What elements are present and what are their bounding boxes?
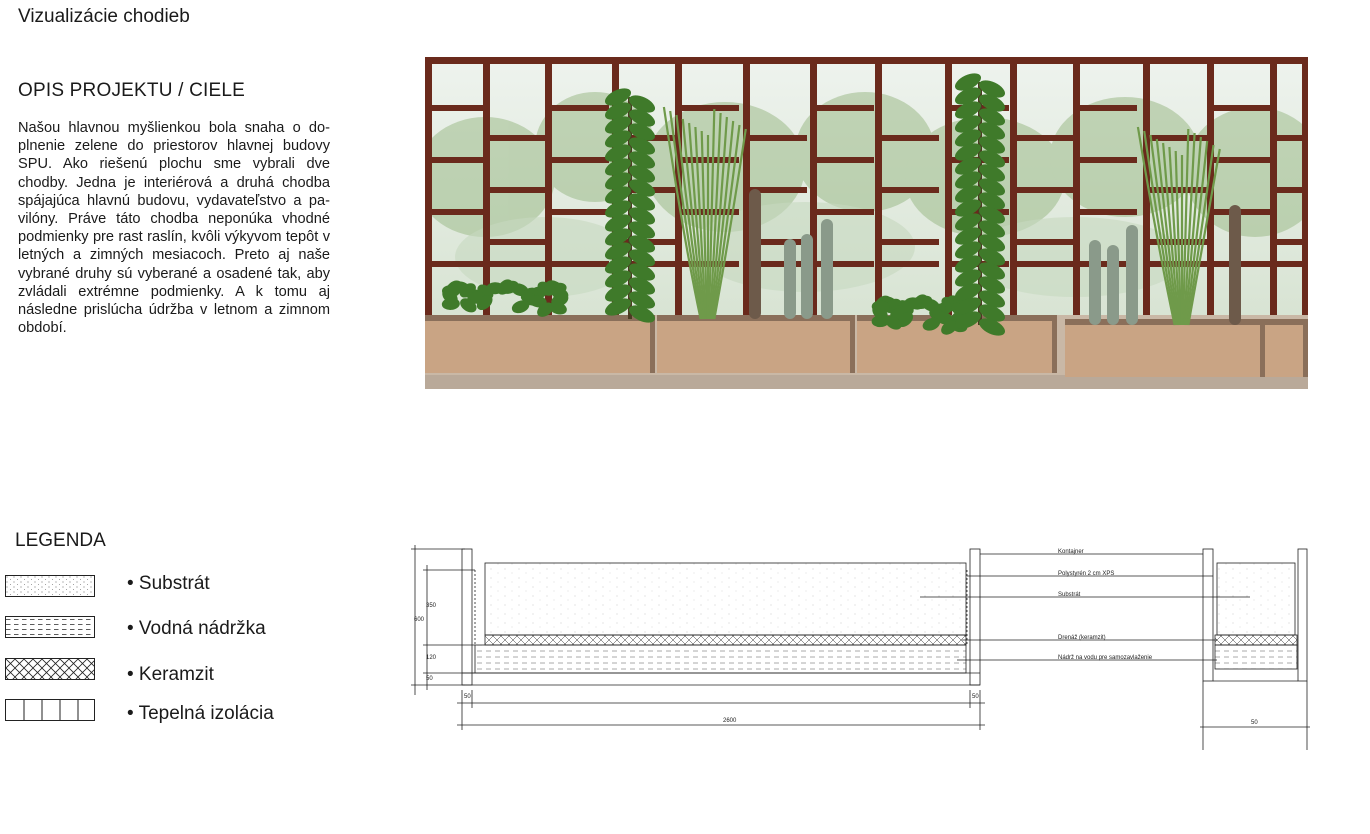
callout-polystyrene: Polystyrén 2 cm XPS: [1058, 571, 1115, 577]
project-description: Našou hlavnou myšlienkou bola snaha o doplnenie zelene do priestorov hlavnej budovy SPU. Ako riešenú plochu sme vybrali dve chodby. Jedna je interiérová a druhá chodba spájajúca hlavnú budovu, vydavateľstvo a pavilóny. Práve táto chodba neponúka vhodné podmienky pre rast raslín, kvôli výkyvom tepôt v letných a zimných mesiacoch. Preto aj naše vybrané druhy sú vyberané a osadené tak, aby zvládali extrémne podmienky. A k tomu aj následne prislúcha údržba v letnom a zimnom období.: [18, 120, 330, 337]
project-heading: OPIS PROJEKTU / CIELE: [18, 80, 245, 101]
legend-label-thermal-insulation: • Tepelná izolácia: [127, 703, 274, 724]
dim-length: 2600: [723, 718, 737, 724]
planter-section-drawing: [405, 540, 1315, 760]
legend-label-expanded-clay: • Keramzit: [127, 664, 214, 685]
dim-reservoir-height: 120: [426, 655, 437, 661]
callout-container: Kontajner: [1058, 549, 1084, 555]
legend-swatch-water-tank: [5, 616, 95, 638]
callout-drainage: Drenáž (keramzit): [1058, 635, 1106, 641]
callout-water-tank: Nádrž na vodu pre samozavlaženie: [1058, 655, 1153, 661]
legend-swatch-thermal-insulation: [5, 699, 95, 721]
legend-swatch-expanded-clay: [5, 658, 95, 680]
dim-wall-left: 50: [464, 694, 471, 700]
legend-swatch-substrate: [5, 575, 95, 597]
dim-right-width: 50: [1251, 720, 1258, 726]
legend-label-water-tank: • Vodná nádržka: [127, 618, 266, 639]
dim-wall-right: 50: [972, 694, 979, 700]
dim-substrate-height: 350: [426, 603, 437, 609]
legend-label-substrate: • Substrát: [127, 573, 210, 594]
page-title: Vizualizácie chodieb: [18, 6, 190, 27]
callout-substrate: Substrát: [1058, 592, 1081, 598]
legend-heading: LEGENDA: [15, 530, 106, 551]
dim-total-height: 600: [414, 617, 425, 623]
corridor-visualization: [425, 57, 1308, 389]
dim-base-height: 50: [426, 676, 433, 682]
